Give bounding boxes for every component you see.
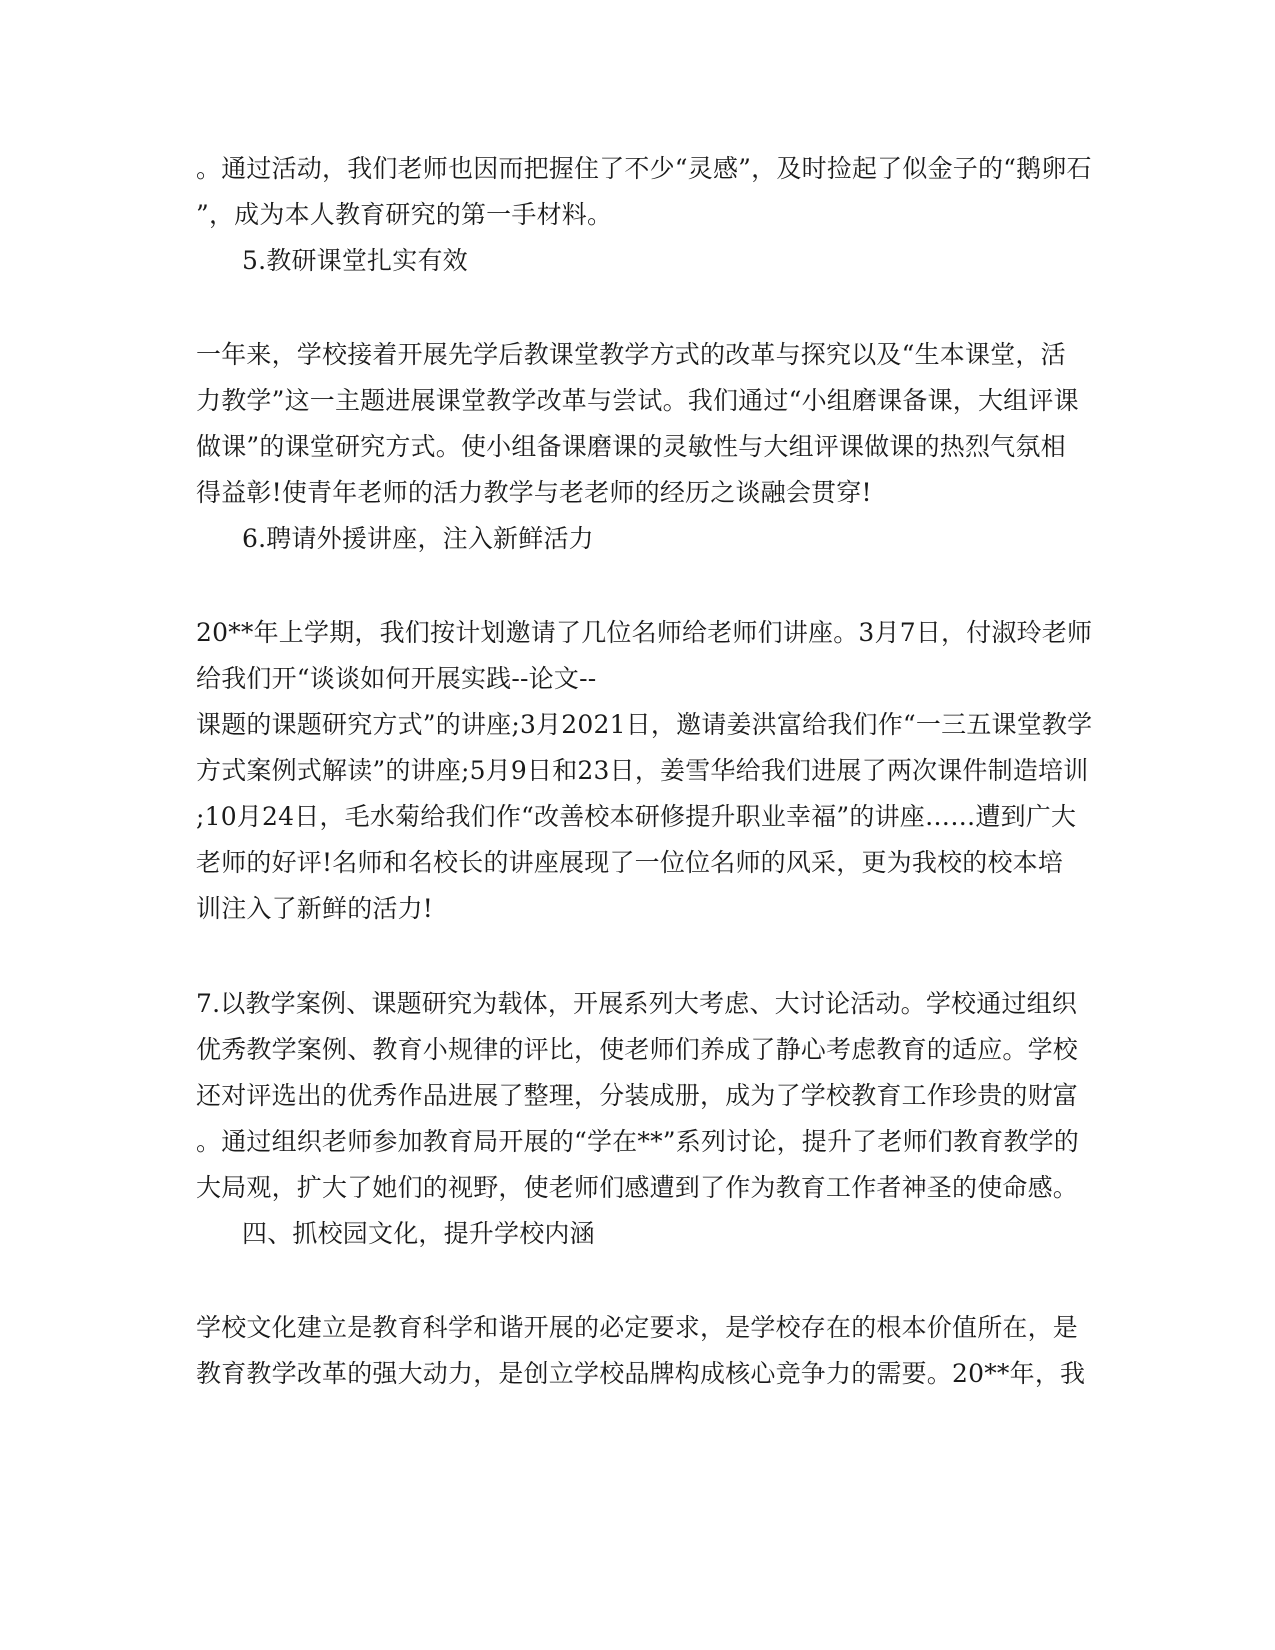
text-line: 还对评选出的优秀作品进展了整理，分装成册，成为了学校教育工作珍贵的财富 xyxy=(196,1081,1079,1110)
text-line: 。通过活动，我们老师也因而把握住了不少“灵感”，及时捡起了似金子的“鹅卵石 xyxy=(196,154,1092,183)
text-line: 力教学”这一主题进展课堂教学改革与尝试。我们通过“小组磨课备课，大组评课 xyxy=(196,386,1079,415)
text-line: 优秀教学案例、教育小规律的评比，使老师们养成了静心考虑教育的适应。学校 xyxy=(196,1035,1079,1064)
text-line: 课题的课题研究方式”的讲座;3月2021日，邀请姜洪富给我们作“一三五课堂教学 xyxy=(196,710,1093,739)
text-line: 7.以教学案例、课题研究为载体，开展系列大考虑、大讨论活动。学校通过组织 xyxy=(196,989,1078,1018)
text-line: 学校文化建立是教育科学和谐开展的必定要求，是学校存在的根本价值所在，是 xyxy=(196,1313,1079,1342)
text-line: 一年来，学校接着开展先学后教课堂教学方式的改革与探究以及“生本课堂，活 xyxy=(196,340,1066,369)
section-heading: 四、抓校园文化，提升学校内涵 xyxy=(242,1219,595,1248)
text-line: 得益彰!使青年老师的活力教学与老老师的经历之谈融会贯穿! xyxy=(196,478,872,507)
text-line: 大局观，扩大了她们的视野，使老师们感遭到了作为教育工作者神圣的使命感。 xyxy=(196,1173,1079,1202)
section-heading: 5.教研课堂扎实有效 xyxy=(242,246,468,275)
text-line: 方式案例式解读”的讲座;5月9日和23日，姜雪华给我们进展了两次课件制造培训 xyxy=(196,756,1089,785)
text-line: 给我们开“谈谈如何开展实践--论文-- xyxy=(196,664,597,693)
text-line: 20**年上学期，我们按计划邀请了几位名师给老师们讲座。3月7日，付淑玲老师 xyxy=(196,618,1093,647)
text-line: 。通过组织老师参加教育局开展的“学在**”系列讨论，提升了老师们教育教学的 xyxy=(196,1127,1079,1156)
text-line: ”，成为本人教育研究的第一手材料。 xyxy=(196,200,613,229)
section-heading: 6.聘请外援讲座，注入新鲜活力 xyxy=(242,524,594,553)
text-line: ;10月24日，毛水菊给我们作“改善校本研修提升职业幸福”的讲座……遭到广大 xyxy=(196,802,1077,831)
text-line: 教育教学改革的强大动力，是创立学校品牌构成核心竞争力的需要。20**年，我 xyxy=(196,1359,1086,1388)
text-line: 老师的好评!名师和名校长的讲座展现了一位位名师的风采，更为我校的校本培 xyxy=(196,848,1064,877)
text-line: 训注入了新鲜的活力! xyxy=(196,894,434,923)
text-line: 做课”的课堂研究方式。使小组备课磨课的灵敏性与大组评课做课的热烈气氛相 xyxy=(196,432,1066,461)
